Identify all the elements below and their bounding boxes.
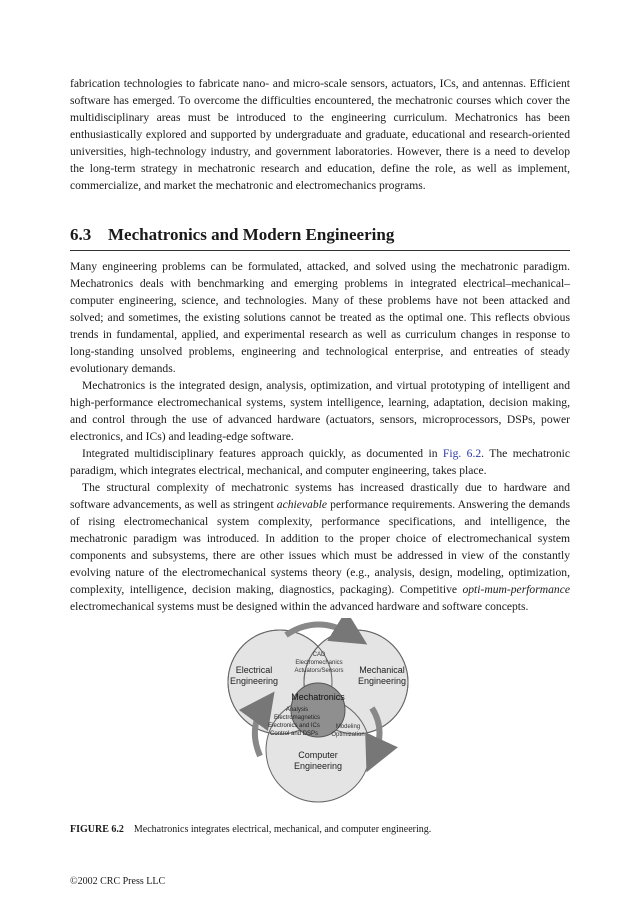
mechanical-label-1: Mechanical — [359, 665, 405, 675]
left-overlap-2: Electromagnetics — [273, 715, 321, 721]
top-paragraph: fabrication technologies to fabricate nano- and micro-scale sensors, actuators, ICs, and antennas. Efficient software has emerged. To overcome the difficulties encountered, the mechatronic courses which cover the multidisciplinary areas must be introduced to the engineering curriculum. Mechatronics has been enthusiastically explored and supported by undergraduate and graduate, educational and research-oriented universities, high-technology industry, and government laboratories. However, there is a need to develop the long-term strategy in mechatronic research and education, define the role, as well as implement, commercialize, and market the mechatronic and electromechanics programs. — [70, 77, 570, 192]
top-overlap-1: CAD — [312, 652, 326, 658]
computer-label-2: Engineering — [293, 761, 343, 771]
paragraph-4-part-b: performance requirements. Answering the demands of rising electromechanical system complexity, performance specifications, and intelligence, the mechatronic paradigm was introduced. In addition to the proper choice of electromechanical system components and subsystems, there are other issues which must be addressed in view of the constantly evolving nature of the electromechanical systems theory (e.g., analysis, design, modeling, optimization, complexity, intelligence, decision making, diagnostics, packaging). Competitive — [70, 498, 570, 596]
caption-label: FIGURE 6.2 — [70, 824, 124, 835]
top-overlap-3: Actuators/Sensors — [294, 668, 344, 674]
paragraph-1: Many engineering problems can be formulated, attacked, and solved using the mechatronic paradigm. Mechatronics deals with benchmarking and emerging problems in integrated electrical–mechanical–computer engineering, science, and technologies. Many of these problems have not been attacked and solved; and sometimes, the existing solutions cannot be treated as the optimal one. This reflects obvious trends in fundamental, applied, and experimental research as well as curriculum changes in response to long-standing unsolved problems, engineering and technological enterprise, and entreaties of steady evolutionary demands. — [70, 260, 570, 375]
top-paragraph-block — [70, 75, 570, 194]
right-overlap-1: Modeling — [335, 724, 361, 730]
left-overlap-3: Electronics and ICs — [268, 723, 320, 729]
section-body — [70, 258, 570, 615]
paragraph-4-part-a: The structural complexity of mechatronic systems has increased drastically due to hardware and software advancements, as well as stringent — [70, 481, 570, 511]
paragraph-4-emphasis-2: opti-mum-performance — [462, 583, 570, 596]
top-overlap-2: Electromechanics — [295, 660, 343, 666]
section-number: 6.3 — [70, 225, 92, 244]
left-overlap-1: Analysis — [285, 707, 309, 713]
computer-label-1: Computer — [298, 750, 338, 760]
paragraph-4 — [70, 479, 570, 615]
right-overlap-2: Optimization — [331, 732, 365, 738]
mechanical-label-2: Engineering — [357, 676, 407, 686]
figure-6-2 — [216, 618, 420, 810]
venn-diagram — [216, 618, 420, 810]
caption-text: Mechatronics integrates electrical, mechanical, and computer engineering. — [133, 824, 432, 835]
mechatronics-label: Mechatronics — [291, 692, 345, 702]
paragraph-2: Mechatronics is the integrated design, analysis, optimization, and virtual prototyping of intelligent and high-performance electromechanical systems, system intelligence, learning, adaptation, decision making, and control through the use of advanced hardware (actuators, sensors, microprocessors, DSPs, power electronics, and ICs) and leading-edge software. — [70, 379, 570, 443]
section-title: Mechatronics and Modern Engineering — [108, 225, 395, 244]
copyright-footer: ©2002 CRC Press LLC — [70, 876, 166, 887]
paragraph-3 — [70, 445, 570, 479]
paragraph-4-emphasis-1: achievable — [276, 498, 327, 511]
electrical-label-2: Engineering — [229, 676, 279, 686]
paragraph-3-part-a: Integrated multidisciplinary features approach quickly, as documented in — [82, 447, 443, 460]
right-arrow — [372, 708, 380, 756]
left-overlap-4: Control and DSPs — [269, 731, 319, 737]
figure-reference-link[interactable]: Fig. 6.2 — [442, 447, 482, 460]
section-heading — [70, 225, 570, 251]
electrical-label-1: Electrical — [235, 665, 273, 675]
figure-caption — [70, 824, 570, 835]
paragraph-4-part-c: electromechanical systems must be designed within the advanced hardware and software concepts. — [70, 600, 529, 613]
paragraph-3-part-b: . The mechatronic paradigm, which integrates electrical, mechanical, and computer engineering, takes place. — [70, 447, 570, 477]
